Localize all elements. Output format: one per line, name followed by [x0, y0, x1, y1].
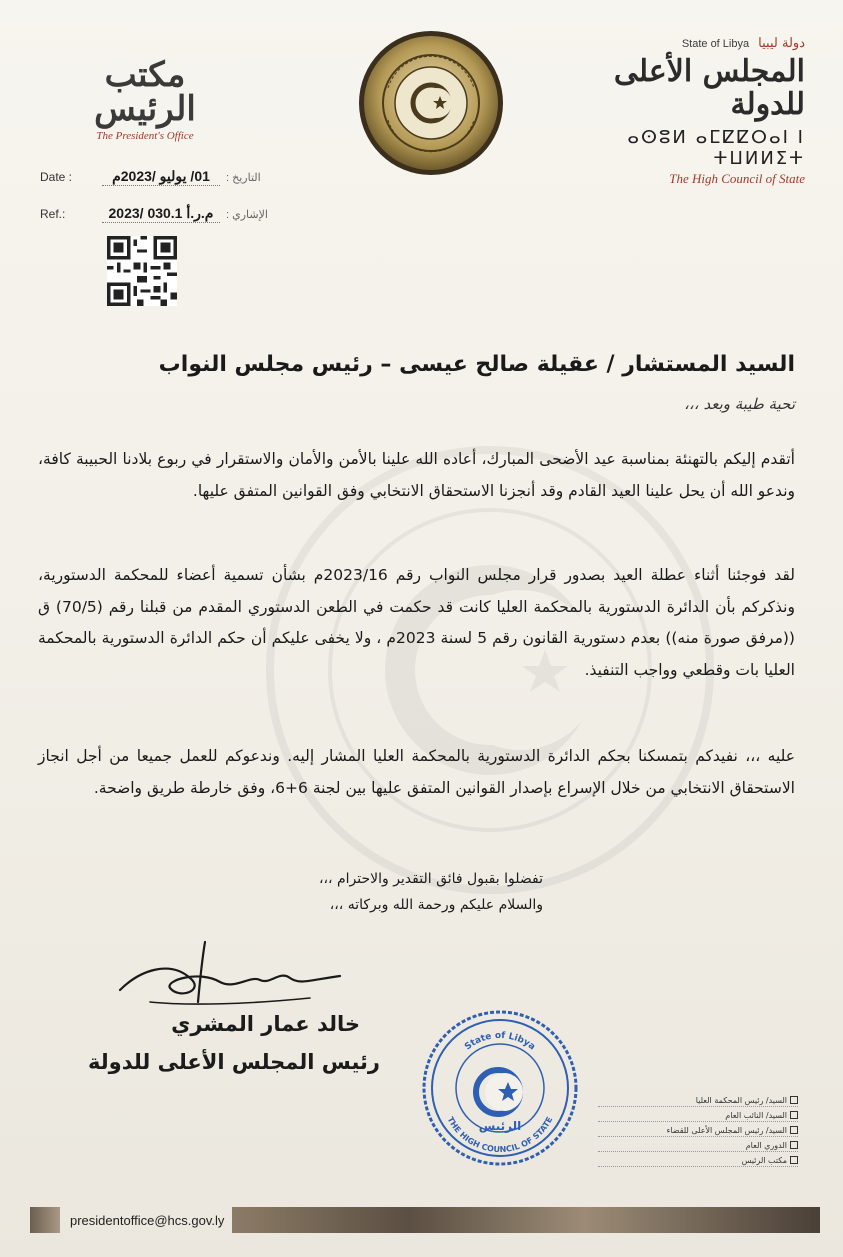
stamp-bottom-text: THE HIGH COUNCIL OF STATE — [445, 1115, 555, 1155]
cc-list — [598, 1094, 798, 1169]
stamp-top-text: State of Libya — [463, 1030, 537, 1053]
state-name-arabic: دولة ليبيا — [758, 36, 805, 51]
council-name-arabic: المجلس الأعلى للدولة — [613, 54, 805, 122]
council-logo — [585, 36, 805, 187]
checkbox-icon — [790, 1096, 798, 1104]
state-name-english: State of Libya — [681, 38, 750, 50]
checkbox-icon — [790, 1141, 798, 1149]
ref-label-arabic: الإشاري : — [226, 209, 268, 221]
greeting: تحية طيبة وبعد ،،، — [684, 395, 795, 413]
stamp-center-text: الرئيس — [478, 1119, 522, 1133]
checkbox-icon — [790, 1111, 798, 1119]
council-seal-top — [358, 30, 504, 176]
signatory-title: رئيس المجلس الأعلى للدولة — [88, 1050, 380, 1074]
signatory-name: خالد عمار المشري — [171, 1012, 360, 1036]
date-label-english: Date : — [40, 170, 73, 184]
cc-item: السيد/ رئيس المحكمة العليا — [598, 1094, 798, 1107]
checkbox-icon — [790, 1156, 798, 1164]
addressee: السيد المستشار / عقيلة صالح عيسى – رئيس مجلس النواب — [158, 352, 795, 377]
paragraph-congratulations: أتقدم إليكم بالتهنئة بمناسبة عيد الأضحى المبارك، أعاده الله علينا بالأمن والأمان والاستقرار في ربوع بلادنا الحبيبة كافة، وندعو الله أن يحل علينا العيد القادم وقد أنجزنا الاستحقاق الانتخابي وفق القوانين المتفق عليها. — [38, 450, 795, 500]
footer-bar-left — [30, 1207, 60, 1233]
closing-regards: تفضلوا بقبول فائق التقدير والاحترام ،،، — [318, 871, 543, 887]
cc-item: مكتب الرئيس — [598, 1154, 798, 1167]
cc-item: الدوري العام — [598, 1139, 798, 1152]
date-label-arabic: التاريخ : — [226, 172, 261, 184]
closing-salutation: والسلام عليكم ورحمة الله وبركاته ،،، — [329, 897, 543, 913]
reference-row — [40, 205, 268, 223]
checkbox-icon — [790, 1126, 798, 1134]
date-row — [40, 168, 261, 186]
footer-bar-right — [232, 1207, 820, 1233]
qr-code — [107, 236, 177, 306]
footer-email: presidentoffice@hcs.gov.ly — [70, 1212, 225, 1228]
closing — [319, 866, 543, 918]
ref-label-english: Ref.: — [40, 207, 66, 221]
footer — [30, 1207, 820, 1233]
cc-item: السيد/ رئيس المجلس الأعلى للقضاء — [598, 1124, 798, 1137]
handwritten-signature — [110, 930, 350, 1020]
president-office-logo — [60, 55, 230, 142]
cc-item: السيد/ النائب العام — [598, 1109, 798, 1122]
office-name-english: The President's Office — [96, 130, 194, 142]
council-name-english: The High Council of State — [669, 171, 805, 186]
official-stamp-blue — [420, 1008, 580, 1168]
office-name-arabic: مكتب الرئيس — [94, 55, 196, 129]
paragraph-request: عليه ،،، نفيدكم بتمسكنا بحكم الدائرة الدستورية بالمحكمة العليا المشار إليه. وندعوكم للعمل جميعا من أجل انجاز الاستحقاق الانتخابي من خلال الإسراع بإصدار القوانين المتفق عليها بين لجنة 6+6، وفق خارطة طريق واضحة. — [38, 747, 795, 797]
ref-value: م.ر.أ 030.1 /2023 — [102, 205, 220, 223]
svg-text:State of Libya — [463, 1031, 537, 1052]
paragraph-court-ruling: لقد فوجئنا أثناء عطلة العيد بصدور قرار مجلس النواب رقم 2023/16م بشأن تسمية أعضاء للمحكمة الدستورية، ونذكركم بأن الدائرة الدستورية بالمحكمة العليا كانت قد حكمت في الطعن الدستوري المقدم من قبلنا رقم (70/5) ق ((مرفق صورة منه)) بعدم دستورية القانون رقم 5 لسنة 2023م ، ولا يخفى عليكم أن حكم الدائرة الدستورية بالمحكمة العليا بات وقطعي وواجب التنفيذ. — [38, 566, 795, 679]
council-name-tifinagh: ⴰⵙⵓⵍ ⴰⵎⵇⵇⵔⴰⵏ ⵏ ⵜⵡⵍⵍⵉⵜ — [627, 127, 805, 169]
date-value: 01/ يوليو /2023م — [102, 168, 220, 186]
